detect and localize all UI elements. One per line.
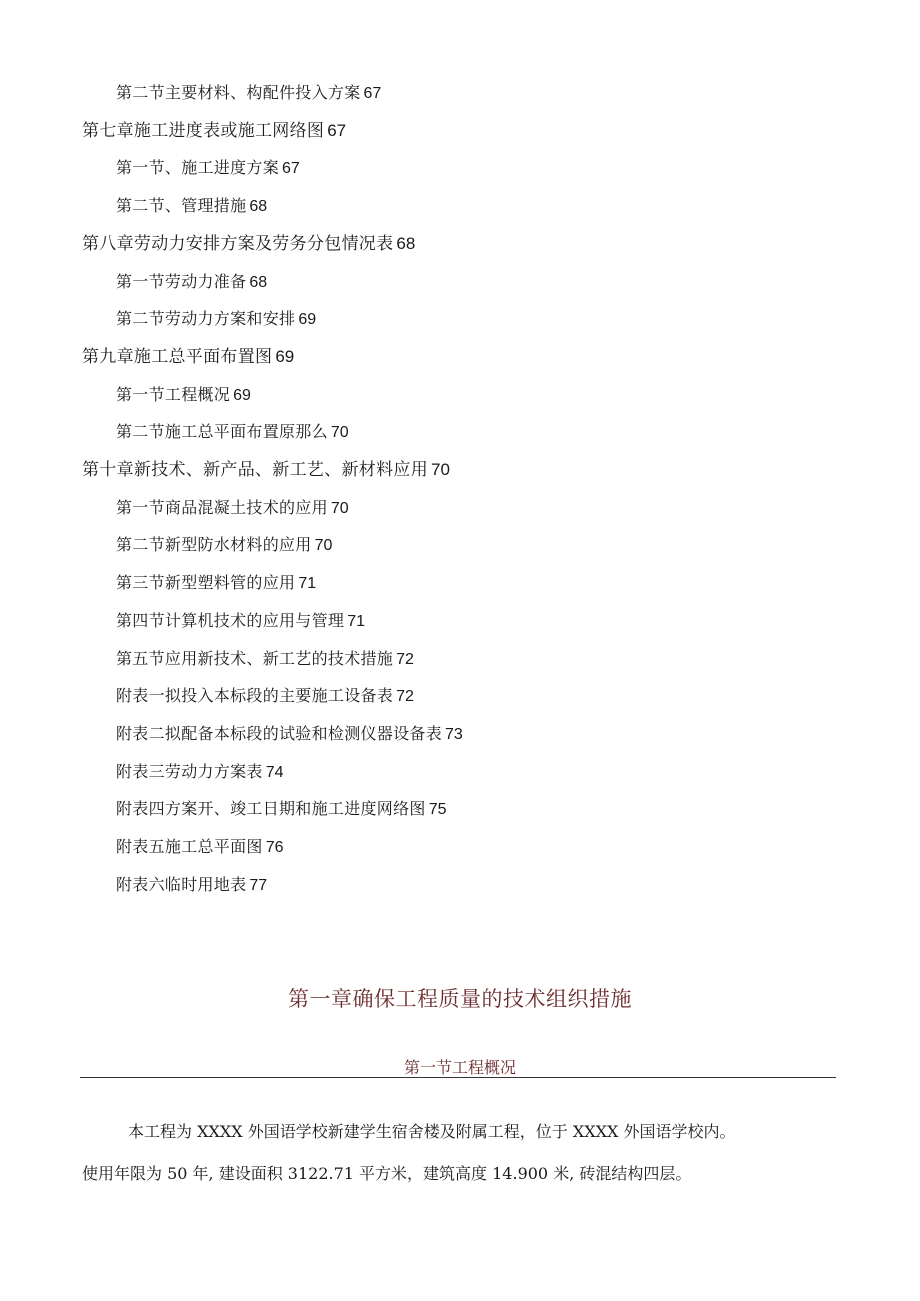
section-divider xyxy=(80,1077,836,1078)
toc-entry xyxy=(82,120,346,142)
toc-entry-page: 72 xyxy=(396,651,414,668)
toc-entry xyxy=(116,534,332,557)
toc-entry xyxy=(116,798,447,821)
toc-entry-page: 77 xyxy=(249,877,268,894)
toc-entry xyxy=(116,308,316,331)
toc-entry-page: 72 xyxy=(396,688,414,705)
toc-entry-label: 第二节施工总平面布置原那么 xyxy=(116,422,328,441)
toc-entry-page: 69 xyxy=(298,311,317,328)
toc-entry xyxy=(116,157,300,180)
toc-entry xyxy=(82,233,415,255)
toc-entry xyxy=(116,82,381,105)
toc-entry-page: 68 xyxy=(396,234,416,253)
toc-entry-page: 67 xyxy=(327,121,347,140)
toc-entry-label: 第八章劳动力安排方案及劳务分包情况表 xyxy=(82,234,394,254)
toc-entry-page: 68 xyxy=(249,274,268,291)
toc-entry xyxy=(116,384,251,407)
toc-entry xyxy=(82,346,294,368)
toc-entry-page: 71 xyxy=(298,575,317,592)
toc-entry xyxy=(116,836,284,859)
toc-entry xyxy=(116,685,414,708)
toc-entry-label: 附表六临时用地表 xyxy=(116,875,247,894)
toc-entry xyxy=(116,421,349,444)
toc-entry-page: 70 xyxy=(330,500,349,517)
toc-entry-label: 第十章新技术、新产品、新工艺、新材料应用 xyxy=(82,460,428,480)
toc-entry-label: 附表二拟配备本标段的试验和检测仪器设备表 xyxy=(116,724,443,743)
toc-entry-page: 68 xyxy=(249,198,268,215)
section-title: 第一节工程概况 xyxy=(403,1058,516,1077)
toc-entry xyxy=(116,648,414,671)
toc-entry xyxy=(116,874,267,897)
toc-entry-label: 第二节主要材料、构配件投入方案 xyxy=(116,83,361,102)
toc-entry-page: 74 xyxy=(265,764,284,781)
toc-entry-label: 第三节新型塑料管的应用 xyxy=(116,573,296,592)
toc-entry-page: 75 xyxy=(428,801,447,818)
toc-entry-page: 76 xyxy=(265,839,284,856)
toc-entry-page: 70 xyxy=(330,424,349,441)
toc-entry-label: 第二节、管理措施 xyxy=(116,196,247,215)
toc-entry-label: 附表四方案开、竣工日期和施工进度网络图 xyxy=(116,799,426,818)
toc-entry-page: 71 xyxy=(347,613,365,630)
chapter-title: 第一章确保工程质量的技术组织措施 xyxy=(288,987,632,1011)
toc-entry-page: 70 xyxy=(314,537,333,554)
toc-entry xyxy=(116,572,316,595)
toc-entry xyxy=(116,761,284,784)
toc-entry xyxy=(116,610,365,633)
toc-entry-page: 67 xyxy=(363,85,382,102)
toc-entry-label: 第一节劳动力准备 xyxy=(116,272,247,291)
toc-entry-label: 附表三劳动力方案表 xyxy=(116,762,263,781)
toc-entry xyxy=(116,271,267,294)
toc-entry-page: 73 xyxy=(445,726,463,743)
toc-entry-label: 附表五施工总平面图 xyxy=(116,837,263,856)
toc-entry-page: 70 xyxy=(431,460,450,479)
toc-entry-page: 69 xyxy=(275,347,295,366)
toc-entry-label: 第九章施工总平面布置图 xyxy=(82,347,273,367)
toc-entry-label: 第一节工程概况 xyxy=(116,385,231,404)
toc-entry-page: 69 xyxy=(233,387,251,404)
toc-entry-label: 第一节商品混凝土技术的应用 xyxy=(116,498,328,517)
toc-entry-page: 67 xyxy=(282,160,300,177)
toc-entry-label: 第一节、施工进度方案 xyxy=(116,158,280,177)
toc-entry-label: 第四节计算机技术的应用与管理 xyxy=(116,611,345,630)
toc-entry-label: 第二节劳动力方案和安排 xyxy=(116,309,296,328)
paragraph-line: 本工程为 XXXX 外国语学校新建学生宿舍楼及附属工程，位于 XXXX 外国语学校内。 xyxy=(128,1122,736,1141)
toc-entry xyxy=(116,195,267,218)
toc-entry xyxy=(116,497,349,520)
toc-entry-label: 附表一拟投入本标段的主要施工设备表 xyxy=(116,686,394,705)
paragraph-line: 使用年限为 50 年, 建设面积 3122.71 平方米，建筑高度 14.900 米, 砖混结构四层。 xyxy=(82,1164,692,1183)
toc-entry xyxy=(116,723,463,746)
toc-entry xyxy=(82,459,450,481)
toc-entry-label: 第二节新型防水材料的应用 xyxy=(116,535,312,554)
toc-entry-label: 第五节应用新技术、新工艺的技术措施 xyxy=(116,649,394,668)
toc-entry-label: 第七章施工进度表或施工网络图 xyxy=(82,121,325,141)
